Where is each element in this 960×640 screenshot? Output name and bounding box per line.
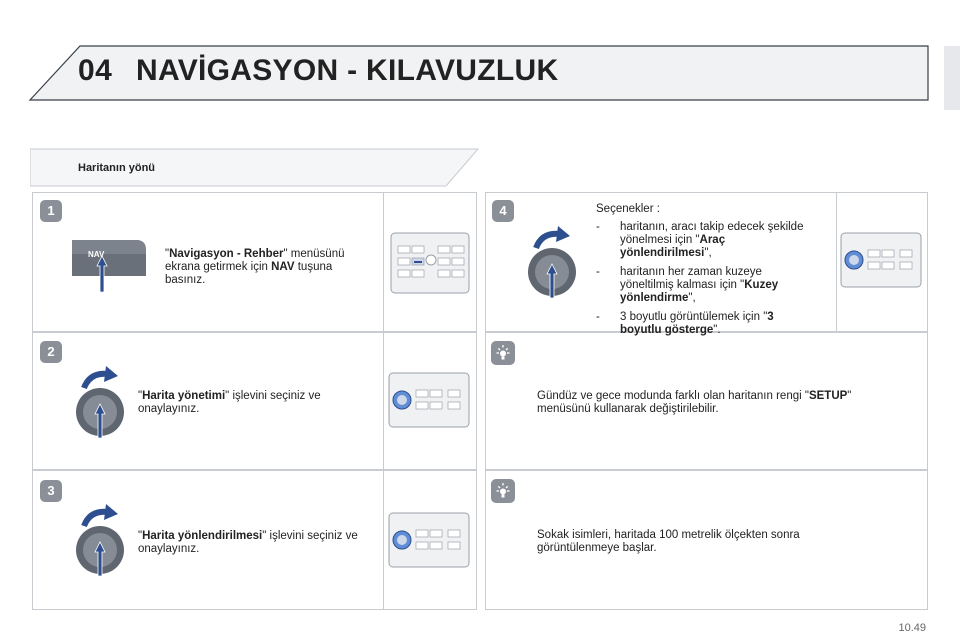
chapter-number: 04 — [78, 54, 113, 87]
step-badge-4: 4 — [492, 200, 514, 222]
chapter-title: NAVİGASYON - KILAVUZLUK — [136, 54, 559, 87]
radio-panel-thumbnail — [388, 512, 470, 568]
rotary-knob-icon — [70, 362, 132, 442]
nav-key-label: NAV — [88, 250, 105, 259]
step-2-text: "Harita yönetimi" işlevini seçiniz ve onaylayınız. — [138, 390, 321, 415]
section-title: Haritanın yönü — [78, 162, 156, 174]
tip-1-text: Gündüz ve gece modunda farklı olan haritanın rengi "SETUP" menüsünü kullanarak değiştirilebilir. — [537, 390, 852, 415]
radio-panel-thumbnail — [840, 232, 922, 288]
nav-key-illustration — [64, 230, 150, 296]
rotary-knob-icon — [70, 500, 132, 580]
list-item: - 3 boyutlu görüntülemek için "3 boyutlu gösterge". — [596, 311, 774, 336]
rotary-knob-icon — [522, 222, 584, 302]
page-number: 10.49 — [898, 622, 926, 634]
step-badge-3: 3 — [40, 480, 62, 502]
step-badge-1: 1 — [40, 200, 62, 222]
radio-panel-thumbnail — [388, 372, 470, 428]
step-3-text: "Harita yönlendirilmesi" işlevini seçiniz ve onaylayınız. — [138, 530, 358, 555]
step-badge-2: 2 — [40, 341, 62, 363]
list-item: - haritanın her zaman kuzeye yöneltilmiş kalması için "Kuzey yönlendirme", — [596, 266, 779, 304]
step-1-text: "Navigasyon - Rehber" menüsünü ekrana getirmek için NAV tuşuna basınız. — [165, 248, 345, 286]
options-intro: Seçenekler : — [596, 203, 660, 215]
list-item: - haritanın, aracı takip edecek şekilde yönelmesi için "Araç yönlendirilmesi", — [596, 221, 804, 259]
lightbulb-icon — [490, 340, 516, 366]
radio-panel-thumbnail — [390, 232, 470, 294]
lightbulb-icon — [490, 478, 516, 504]
tip-2-text: Sokak isimleri, haritada 100 metrelik ölçekten sonra görüntülenmeye başlar. — [537, 529, 800, 554]
options-list — [596, 221, 816, 337]
step-4-text — [596, 203, 816, 343]
